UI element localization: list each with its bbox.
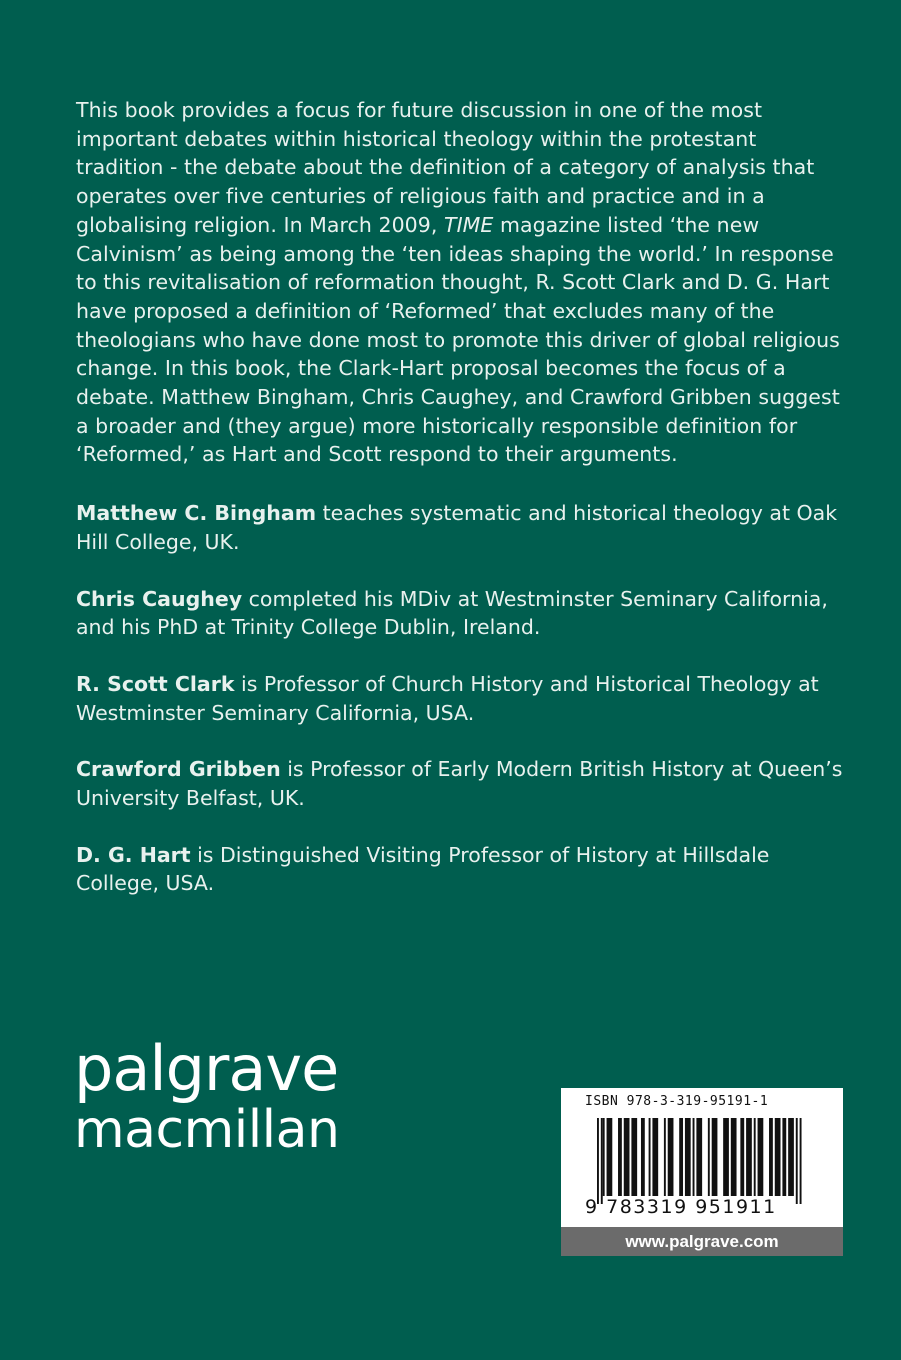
barcode-bar	[679, 1118, 683, 1196]
barcode-bar	[597, 1118, 599, 1204]
back-cover-text	[76, 96, 846, 926]
barcode-bar	[641, 1118, 645, 1196]
author-name: D. G. Hart	[76, 842, 191, 867]
blurb-part-2: magazine listed ‘the new Calvinism’ as being among the ‘ten ideas shaping the world.’ In response to this revitalisation of reformation thought, R. Scott Clark and D. G. Hart have proposed a definition of ‘Reformed’ that excludes many of the theologians who have done most to promote this driver of global religious change. In this book, the Clark-Hart proposal becomes the focus of a debate. Matthew Bingham, Chris Caughey, and Crawford Gribben suggest a broader and (they argue) more historically responsible definition for ‘Reformed,’ as Hart and Scott respond to their arguments.	[76, 212, 840, 467]
author-description: is Professor of Church History and Historical Theology at Westminster Seminary California, USA.	[76, 671, 819, 725]
barcode-bar	[731, 1118, 737, 1196]
author-name: Matthew C. Bingham	[76, 501, 317, 526]
isbn-label: ISBN 978-3-319-95191-1	[585, 1094, 769, 1109]
barcode-bar	[618, 1118, 622, 1196]
barcode-bar	[800, 1118, 802, 1204]
blurb-part-1: This book provides a focus for future discussion in one of the most important debates within historical theology within the protestant tradition - the debate about the definition of a category of analysis that operates over five centuries of religious faith and practice and in a globalising religion. In March 2009,	[76, 98, 815, 237]
barcode-bar	[652, 1118, 658, 1196]
barcode-bar	[754, 1118, 756, 1196]
barcode-bar	[624, 1118, 630, 1196]
barcode-bar	[631, 1118, 637, 1196]
barcode-bars	[597, 1118, 813, 1204]
barcode-bar	[664, 1118, 666, 1196]
barcode-bar	[668, 1118, 674, 1196]
barcode-bar	[603, 1118, 605, 1196]
barcode-digits: 9 783319 951911	[585, 1196, 777, 1218]
barcode-bar	[769, 1118, 773, 1196]
barcode-bar	[607, 1118, 613, 1196]
publisher-logo	[74, 1034, 394, 1158]
barcode-bar	[758, 1118, 764, 1196]
barcode-bar	[740, 1118, 744, 1196]
barcode-bar	[775, 1118, 781, 1196]
barcode-bar	[782, 1118, 786, 1196]
publisher-logo-line-1: palgrave	[74, 1032, 339, 1105]
author-description: teaches systematic and historical theology at Oak Hill College, UK.	[76, 501, 838, 554]
publisher-website: www.palgrave.com	[561, 1227, 843, 1256]
author-bio	[76, 755, 846, 812]
barcode-bar	[788, 1118, 794, 1196]
author-description: is Distinguished Visiting Professor of History at Hillsdale College, USA.	[76, 842, 770, 896]
author-bio	[76, 499, 846, 556]
author-name: Crawford Gribben	[76, 757, 281, 782]
author-name: Chris Caughey	[76, 586, 243, 611]
barcode-bar	[712, 1118, 718, 1196]
blurb-italic-title: TIME	[444, 212, 494, 237]
barcode-bar	[601, 1118, 603, 1204]
author-bio	[76, 585, 846, 642]
author-description: is Professor of Early Modern British History at Queen’s University Belfast, UK.	[76, 757, 843, 811]
publisher-logo-line-2: macmillan	[74, 1100, 340, 1160]
author-bio	[76, 670, 846, 727]
barcode-bar	[685, 1118, 691, 1196]
barcode-bar	[723, 1118, 729, 1196]
barcode-bar	[708, 1118, 710, 1196]
barcode-bar	[649, 1118, 651, 1196]
barcode-bar	[696, 1118, 702, 1196]
barcode-bar	[693, 1118, 695, 1196]
book-blurb	[76, 96, 846, 469]
author-name: R. Scott Clark	[76, 671, 235, 696]
isbn-barcode-panel	[561, 1088, 843, 1256]
barcode-bar	[746, 1118, 752, 1196]
author-bio	[76, 841, 846, 898]
author-description: completed his MDiv at Westminster Seminary California, and his PhD at Trinity College Dublin, Ireland.	[76, 586, 828, 640]
barcode-bar	[796, 1118, 798, 1204]
